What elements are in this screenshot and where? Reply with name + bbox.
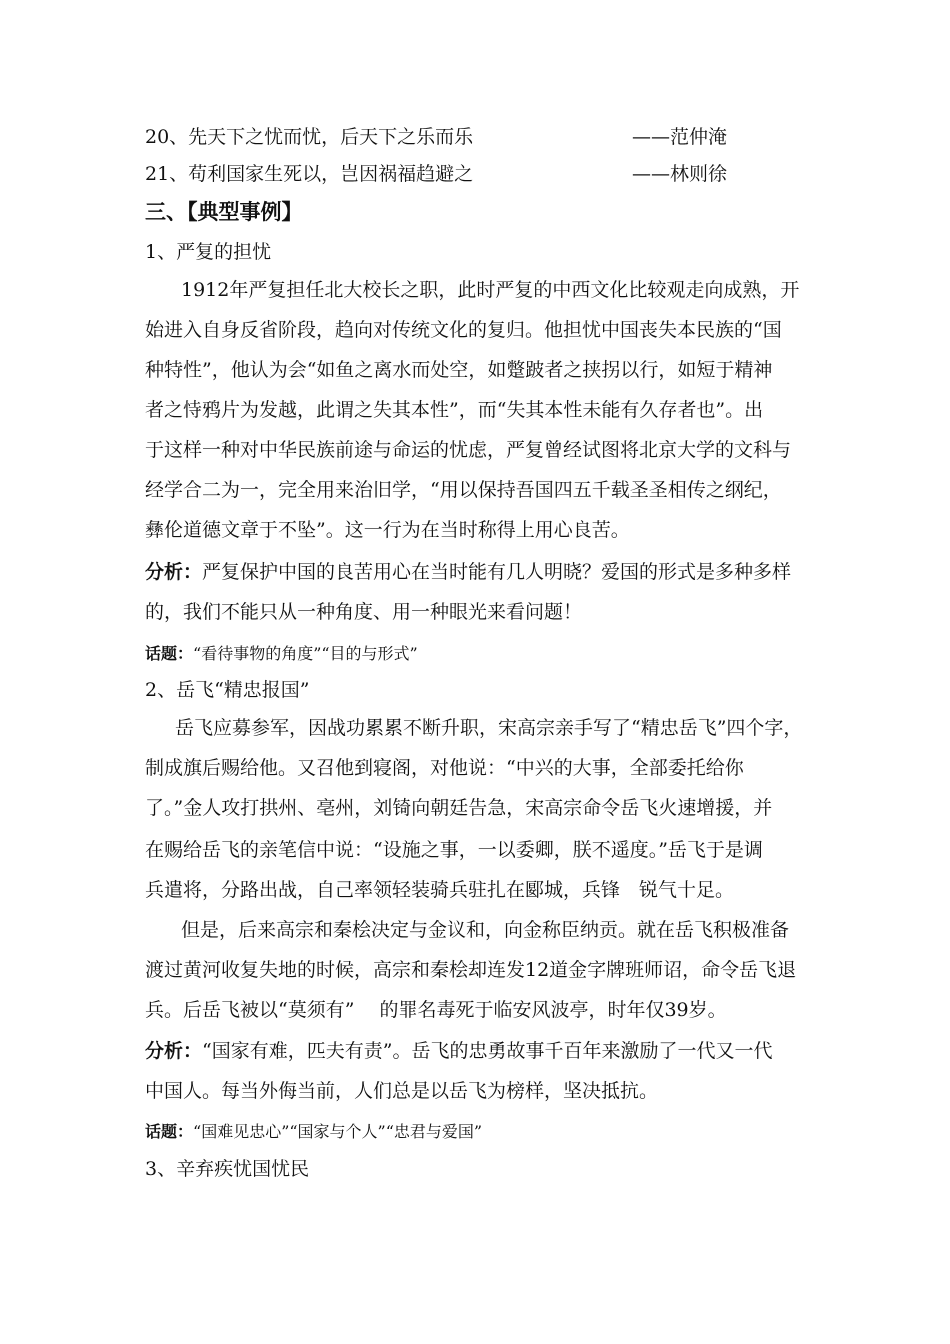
topic-line: [145, 1119, 482, 1144]
paragraph-line: 兵。后岳飞被以“莫须有” 的罪名毒死于临安风波亭，时年仅39岁。: [145, 999, 727, 1021]
quote-text: 20、先天下之忧而忧，后天下之乐而乐: [145, 126, 474, 148]
analysis-line: [145, 560, 791, 584]
analysis-label: 分析：: [145, 561, 203, 583]
paragraph-line: 1912年严复担任北大校长之职，此时严复的中西文化比较观走向成熟，开: [181, 279, 800, 301]
paragraph-line: 种特性”，他认为会“如鱼之离水而处空，如蹩跛者之挟拐以行，如短于精神: [145, 359, 773, 381]
analysis-line: 的，我们不能只从一种角度、用一种眼光来看问题！: [145, 601, 583, 623]
paragraph-line: 岳飞应募参军，因战功累累不断升职，宋高宗亲手写了“精忠岳飞”四个字，: [175, 717, 803, 739]
topic-line: [145, 641, 418, 666]
analysis-label: 分析：: [145, 1040, 203, 1062]
topic-label: 话题：: [145, 1122, 194, 1141]
paragraph-line: 兵遣将，分路出战，自己率领轻装骑兵驻扎在郾城，兵锋 锐气十足。: [145, 879, 735, 901]
paragraph-line: 经学合二为一，完全用来治旧学，“用以保持吾国四五千载圣圣相传之纲纪，: [145, 479, 782, 501]
quote-text: 21、苟利国家生死以，岂因祸福趋避之: [145, 163, 474, 185]
paragraph-line: 在赐给岳飞的亲笔信中说：“设施之事，一以委卿，朕不遥度。”岳飞于是调: [145, 839, 763, 861]
case-title: 1、严复的担忧: [145, 241, 272, 263]
analysis-line: 中国人。每当外侮当前，人们总是以岳飞为榜样，坚决抵抗。: [145, 1080, 659, 1102]
analysis-line: [145, 1039, 772, 1063]
topic-text: “国难见忠心”“国家与个人”“忠君与爱国”: [193, 1122, 483, 1141]
quote-line: [145, 125, 473, 149]
paragraph-line: 渡过黄河收复失地的时候，高宗和秦桧却连发12道金字牌班师诏，命令岳飞退: [145, 959, 797, 981]
quote-author: ——林则徐: [632, 163, 728, 185]
section-heading: 三、【典型事例】: [145, 200, 303, 224]
quote-author: ——范仲淹: [632, 126, 728, 148]
paragraph-line: 彝伦道德文章于不坠”。这一行为在当时称得上用心良苦。: [145, 519, 630, 541]
paragraph-line: 但是，后来高宗和秦桧决定与金议和，向金称臣纳贡。就在岳飞积极准备: [181, 919, 790, 941]
case-title: 2、岳飞“精忠报国”: [145, 679, 310, 701]
paragraph-line: 者之恃鸦片为发越，此谓之失其本性”，而“失其本性未能有久存者也”。出: [145, 399, 764, 421]
analysis-text: 严复保护中国的良苦用心在当时能有几人明晓？爱国的形式是多种多样: [202, 561, 792, 583]
case-title: 3、辛弃疾忧国忧民: [145, 1158, 310, 1180]
topic-text: “看待事物的角度”“目的与形式”: [193, 644, 418, 663]
paragraph-line: 始进入自身反省阶段，趋向对传统文化的复归。他担忧中国丧失本民族的“国: [145, 319, 782, 341]
paragraph-line: 于这样一种对中华民族前途与命运的忧虑，严复曾经试图将北京大学的文科与: [145, 439, 792, 461]
analysis-text: “国家有难，匹夫有责”。岳飞的忠勇故事千百年来激励了一代又一代: [202, 1040, 773, 1062]
quote-line: [145, 162, 473, 186]
topic-label: 话题：: [145, 644, 194, 663]
paragraph-line: 了。”金人攻打拱州、亳州，刘锜向朝廷告急，宋高宗命令岳飞火速增援，并: [145, 797, 773, 819]
paragraph-line: 制成旗后赐给他。又召他到寝阁，对他说：“中兴的大事，全部委托给你: [145, 757, 744, 779]
